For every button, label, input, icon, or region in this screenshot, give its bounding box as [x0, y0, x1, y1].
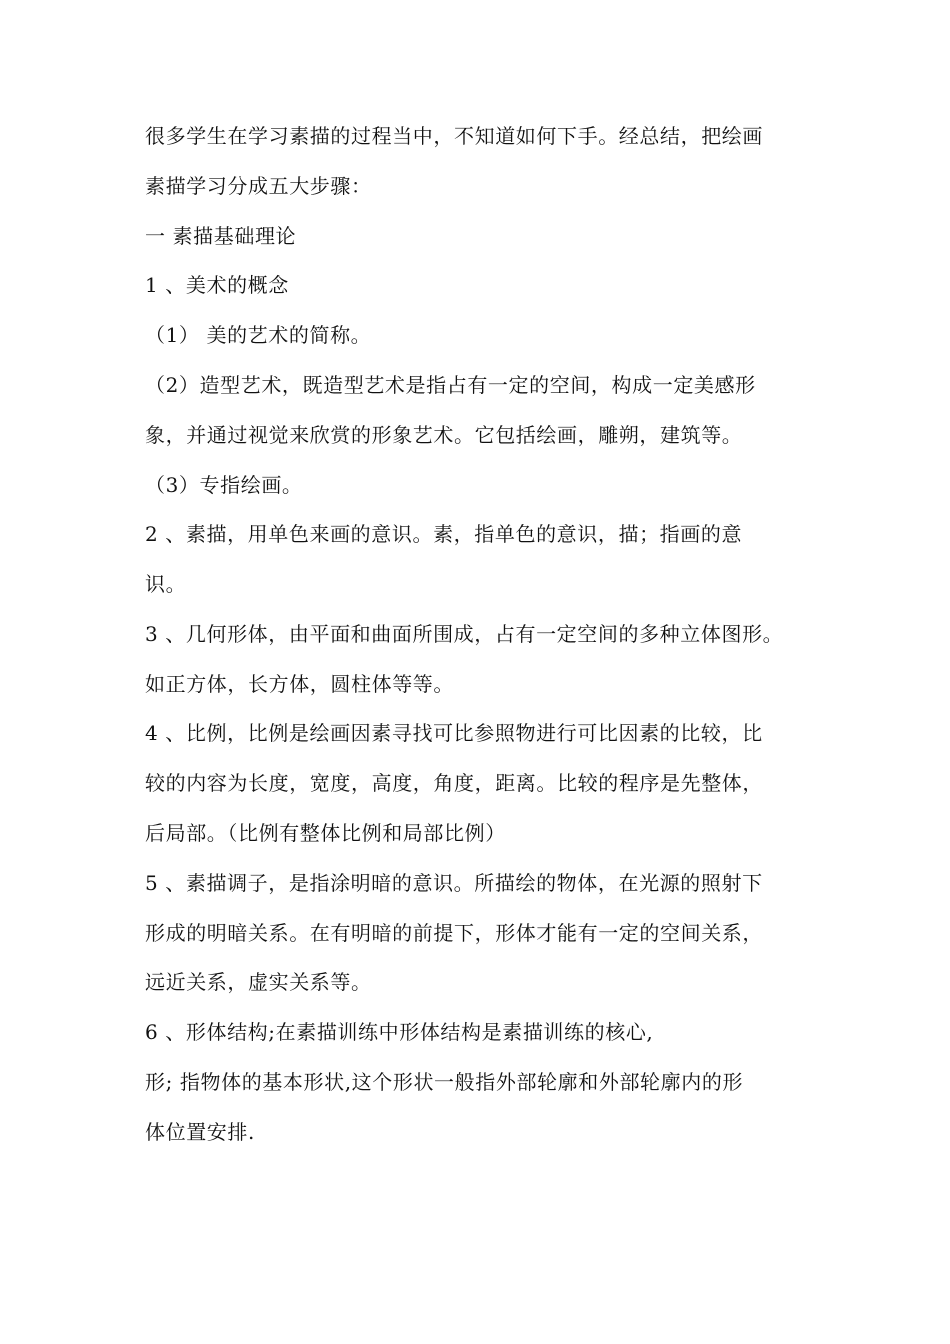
- text-line: 6 、形体结构;在素描训练中形体结构是素描训练的核心,: [145, 1020, 654, 1044]
- text-line: 很多学生在学习素描的过程当中，不知道如何下手。经总结，把绘画: [145, 124, 763, 148]
- text-line: （3）专指绘画。: [145, 473, 303, 497]
- text-line: 体位置安排.: [145, 1120, 255, 1144]
- text-line: 形成的明暗关系。在有明暗的前提下，形体才能有一定的空间关系，: [145, 921, 763, 945]
- item-heading: 1 、美术的概念: [145, 273, 289, 297]
- text-line: 如正方体，长方体，圆柱体等等。: [145, 672, 454, 696]
- text-line: （2）造型艺术，既造型艺术是指占有一定的空间，构成一定美感形: [145, 373, 756, 397]
- text-line: 象，并通过视觉来欣赏的形象艺术。它包括绘画，雕朔，建筑等。: [145, 423, 743, 447]
- text-line: 2 、素描，用单色来画的意识。素，指单色的意识，描；指画的意: [145, 522, 743, 546]
- text-line: 4 、比例，比例是绘画因素寻找可比参照物进行可比因素的比较，比: [145, 721, 763, 745]
- section-heading: 一 素描基础理论: [145, 224, 297, 248]
- text-line: 素描学习分成五大步骤：: [145, 174, 372, 198]
- text-line: 识。: [145, 572, 187, 596]
- text-line: 较的内容为长度，宽度，高度，角度，距离。比较的程序是先整体，: [145, 771, 763, 795]
- text-line: 远近关系，虚实关系等。: [145, 970, 372, 994]
- text-line: 形; 指物体的基本形状,这个形状一般指外部轮廓和外部轮廓内的形: [145, 1070, 744, 1094]
- text-line: 5 、素描调子，是指涂明暗的意识。所描绘的物体，在光源的照射下: [145, 871, 763, 895]
- text-line: 3 、几何形体，由平面和曲面所围成，占有一定空间的多种立体图形。: [145, 622, 784, 646]
- text-line: 后局部。（比例有整体比例和局部比例）: [145, 821, 506, 845]
- text-line: （1） 美的艺术的简称。: [145, 323, 372, 347]
